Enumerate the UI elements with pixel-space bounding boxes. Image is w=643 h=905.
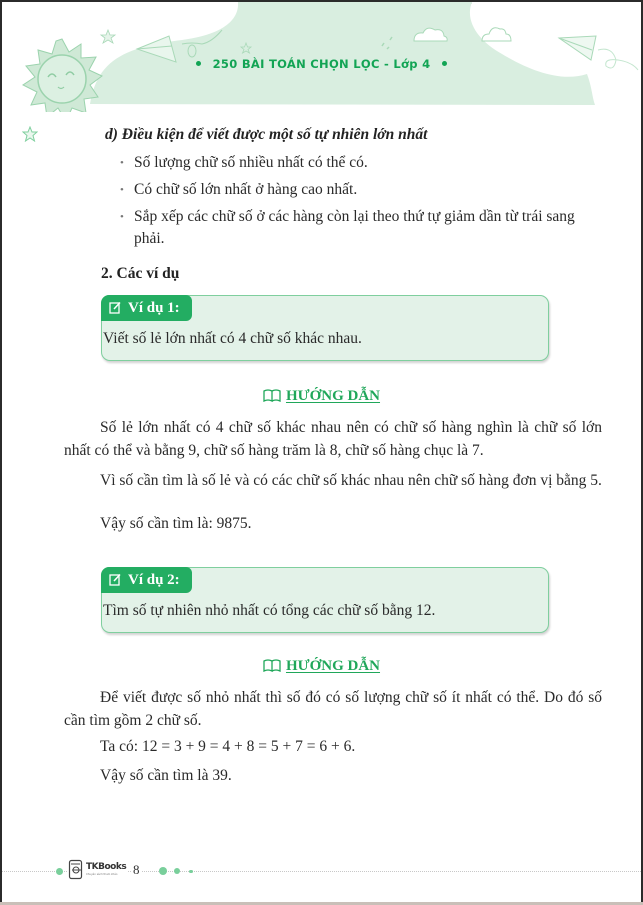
footer-dot	[159, 867, 167, 875]
star-icon	[22, 126, 38, 142]
footer-dot	[56, 868, 63, 875]
footer-dot	[189, 870, 193, 874]
book-series-title	[2, 57, 641, 71]
note-edit-icon	[109, 301, 122, 314]
example-2-box	[101, 567, 549, 633]
guide-label: HƯỚNG DẪN	[285, 658, 381, 674]
section-heading: 2. Các ví dụ	[101, 265, 180, 282]
page-number: 8	[133, 862, 140, 877]
subsection-heading: d) Điều kiện để viết được một số tự nhiên lớn nhất	[105, 126, 428, 143]
book-page	[2, 2, 641, 902]
list-item	[120, 152, 590, 174]
bullet-icon: •	[120, 157, 124, 169]
title-text: 250 BÀI TOÁN CHỌN LỌC - Lớp 4	[212, 57, 431, 71]
tkbooks-logo-icon	[68, 859, 84, 881]
example-tag-label: Ví dụ 1:	[128, 300, 180, 316]
guide-paragraph: Vì số cần tìm là số lẻ và có các chữ số khác nhau nên chữ số hàng đơn vị bằng 5.	[100, 472, 602, 489]
footer-dot	[174, 868, 180, 874]
open-book-icon	[263, 388, 281, 402]
guide-paragraph: Số lẻ lớn nhất có 4 chữ số khác nhau nên có chữ số hàng nghìn là chữ số lớn nhất có thể và bằng 9, chữ số hàng trăm là 8, chữ số hàng chục là 7.	[64, 419, 602, 459]
guide-heading	[2, 388, 641, 405]
guide-heading	[2, 658, 641, 675]
guide-answer: Vậy số cần tìm là: 9875.	[100, 515, 252, 532]
logo-text: TKBooks	[86, 862, 127, 872]
note-edit-icon	[109, 573, 122, 586]
list-item	[120, 179, 590, 201]
list-item-text: Có chữ số lớn nhất ở hàng cao nhất.	[134, 181, 358, 198]
example-tag	[101, 567, 192, 593]
title-dot	[196, 61, 201, 66]
list-item-text: Số lượng chữ số nhiều nhất có thể có.	[134, 154, 368, 171]
guide-equation: Ta có: 12 = 3 + 9 = 4 + 8 = 5 + 7 = 6 + 6.	[100, 738, 356, 755]
guide-answer: Vậy số cần tìm là 39.	[100, 767, 232, 784]
example-tag-label: Ví dụ 2:	[128, 572, 180, 588]
example-tag	[101, 295, 192, 321]
title-dot	[442, 61, 447, 66]
list-item	[120, 206, 590, 250]
guide-label: HƯỚNG DẪN	[285, 388, 381, 404]
bullet-icon: •	[120, 211, 124, 223]
example-problem: Viết số lẻ lớn nhất có 4 chữ số khác nhau.	[103, 330, 362, 347]
bullet-icon: •	[120, 184, 124, 196]
example-1-box	[101, 295, 549, 361]
guide-paragraph: Để viết được số nhỏ nhất thì số đó có số lượng chữ số ít nhất có thể. Do đó số cần tìm gồm 2 chữ số.	[64, 689, 602, 729]
cloud-icon	[482, 28, 511, 41]
open-book-icon	[263, 658, 281, 672]
logo-tagline: Chuyên sách tham khảo	[86, 873, 118, 876]
sun-icon	[23, 39, 102, 112]
list-item-text: Sắp xếp các chữ số ở các hàng còn lại theo thứ tự giảm dần từ trái sang phải.	[134, 208, 575, 247]
condition-list	[120, 152, 590, 255]
star-icon	[101, 30, 115, 43]
page-footer	[2, 862, 641, 882]
example-problem: Tìm số tự nhiên nhỏ nhất có tổng các chữ số bằng 12.	[103, 602, 436, 619]
